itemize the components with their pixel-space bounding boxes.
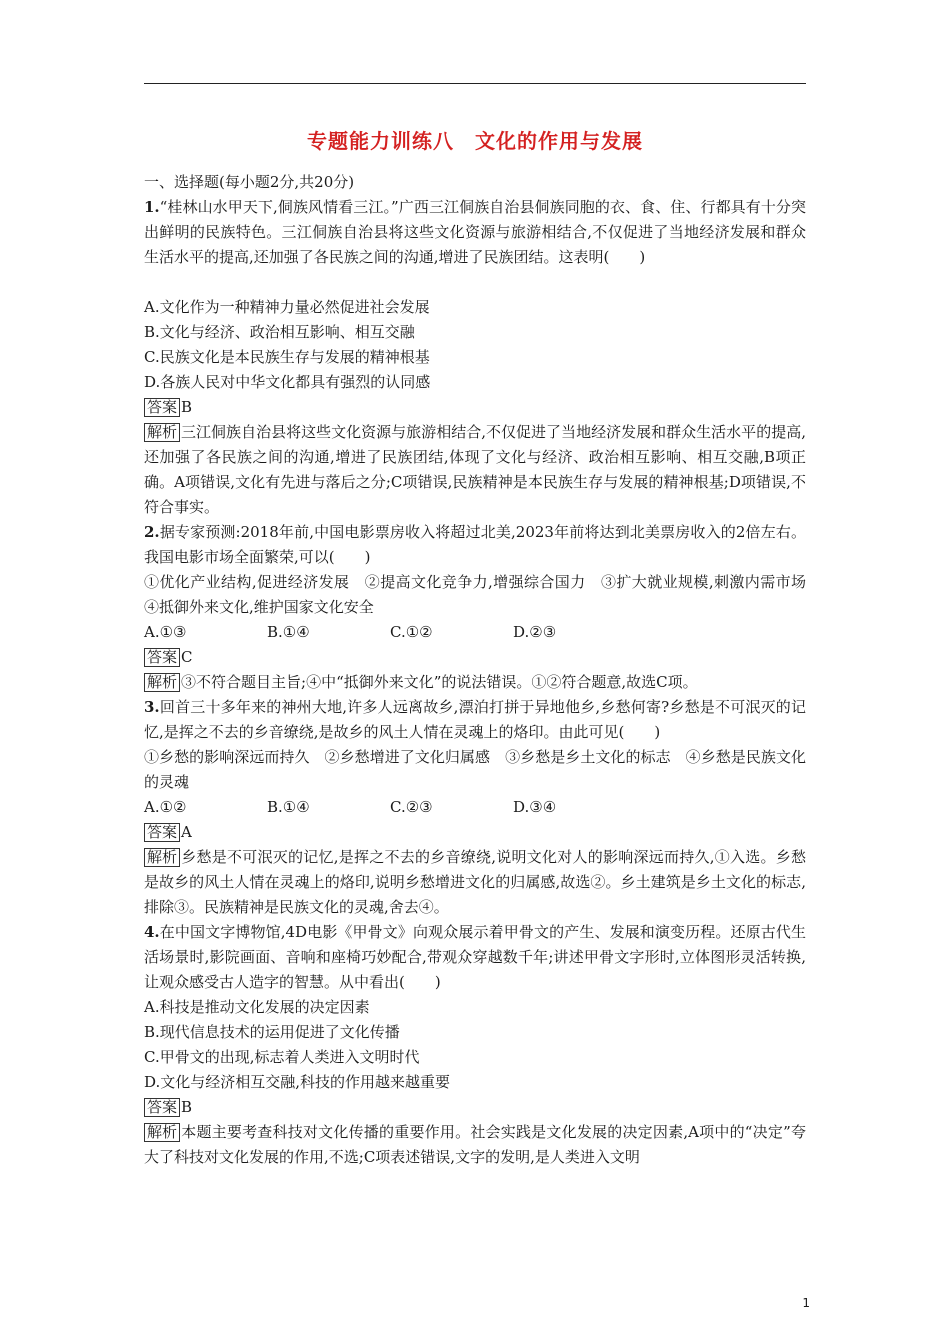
option: D.②③ bbox=[513, 623, 557, 641]
page-title: 专题能力训练八 文化的作用与发展 bbox=[307, 129, 643, 153]
analysis-text: 本题主要考查科技对文化传播的重要作用。社会实践是文化发展的决定因素,A项中的“决定”夸大了科技对文化发展的作用,不选;C项表述错误,文字的发明,是人类进入文明 bbox=[144, 1123, 806, 1166]
question-1: 1.“桂林山水甲天下,侗族风情看三江。”广西三江侗族自治县侗族同胞的衣、食、住、行都具有十分突出鲜明的民族特色。三江侗族自治县将这些文化资源与旅游相结合,不仅促进了当地经济发展和群众生活水平的提高,还加强了各民族之间的沟通,增进了民族团结。这表明( ) bbox=[144, 198, 806, 266]
option: A.①③ bbox=[144, 623, 187, 641]
option: A.科技是推动文化发展的决定因素 bbox=[144, 998, 370, 1016]
header-rule bbox=[144, 83, 806, 84]
analysis-line bbox=[144, 670, 806, 695]
question-2: 2.据专家预测:2018年前,中国电影票房收入将超过北美,2023年前将达到北美票房收入的2倍左右。我国电影市场全面繁荣,可以( ) bbox=[144, 523, 806, 566]
question-items: ①乡愁的影响深远而持久 ②乡愁增进了文化归属感 ③乡愁是乡土文化的标志 ④乡愁是民族文化的灵魂 bbox=[144, 748, 806, 791]
options-row bbox=[144, 620, 806, 645]
option: D.文化与经济相互交融,科技的作用越来越重要 bbox=[144, 1073, 451, 1091]
question-items: ①优化产业结构,促进经济发展 ②提高文化竞争力,增强综合国力 ③扩大就业规模,刺激内需市场 ④抵御外来文化,维护国家文化安全 bbox=[144, 573, 822, 616]
question-stem: 据专家预测:2018年前,中国电影票房收入将超过北美,2023年前将达到北美票房收入的2倍左右。我国电影市场全面繁荣,可以( ) bbox=[144, 523, 806, 566]
option: C.②③ bbox=[390, 798, 433, 816]
page-number: 1 bbox=[802, 1296, 810, 1310]
option: B.①④ bbox=[267, 623, 310, 641]
option: C.甲骨文的出现,标志着人类进入文明时代 bbox=[144, 1048, 420, 1066]
question-stem: 回首三十多年来的神州大地,许多人远离故乡,漂泊打拼于异地他乡,乡愁何寄?乡愁是不可泯灭的记忆,是挥之不去的乡音缭绕,是故乡的风土人情在灵魂上的烙印。由此可见( ) bbox=[144, 698, 806, 741]
option: C.民族文化是本民族生存与发展的精神根基 bbox=[144, 348, 430, 366]
analysis-tag: 解析 bbox=[144, 848, 180, 867]
answer-value: C bbox=[181, 648, 193, 666]
answer-line bbox=[144, 1095, 806, 1120]
question-stem: 在中国文字博物馆,4D电影《甲骨文》向观众展示着甲骨文的产生、发展和演变历程。还原古代生活场景时,影院画面、音响和座椅巧妙配合,带观众穿越数千年;讲述甲骨文字形时,立体图形灵活转换,让观众感受古人造字的智慧。从中看出( ) bbox=[144, 923, 806, 991]
option: B.①④ bbox=[267, 798, 310, 816]
option: A.①② bbox=[144, 798, 187, 816]
option: B.文化与经济、政治相互影响、相互交融 bbox=[144, 323, 415, 341]
option: D.各族人民对中华文化都具有强烈的认同感 bbox=[144, 373, 431, 391]
answer-tag: 答案 bbox=[144, 648, 180, 667]
analysis-tag: 解析 bbox=[144, 423, 180, 442]
answer-tag: 答案 bbox=[144, 398, 180, 417]
analysis-tag: 解析 bbox=[144, 1123, 180, 1142]
option: D.③④ bbox=[513, 798, 557, 816]
answer-tag: 答案 bbox=[144, 1098, 180, 1117]
analysis-text: 三江侗族自治县将这些文化资源与旅游相结合,不仅促进了当地经济发展和群众生活水平的提高,还加强了各民族之间的沟通,增进了民族团结,体现了文化与经济、政治相互影响、相互交融,B项正确。A项错误,文化有先进与落后之分;C项错误,民族精神是本民族生存与发展的精神根基;D项错误,不符合事实。 bbox=[144, 423, 806, 516]
section-heading: 一、选择题(每小题2分,共20分) bbox=[144, 173, 355, 191]
answer-value: A bbox=[181, 823, 192, 841]
analysis-line bbox=[144, 845, 806, 920]
answer-tag: 答案 bbox=[144, 823, 180, 842]
question-4: 4.在中国文字博物馆,4D电影《甲骨文》向观众展示着甲骨文的产生、发展和演变历程。还原古代生活场景时,影院画面、音响和座椅巧妙配合,带观众穿越数千年;讲述甲骨文字形时,立体图形灵活转换,让观众感受古人造字的智慧。从中看出( ) bbox=[144, 923, 806, 991]
option: A.文化作为一种精神力量必然促进社会发展 bbox=[144, 298, 430, 316]
analysis-line bbox=[144, 1120, 806, 1170]
answer-line bbox=[144, 645, 806, 670]
question-3: 3.回首三十多年来的神州大地,许多人远离故乡,漂泊打拼于异地他乡,乡愁何寄?乡愁是不可泯灭的记忆,是挥之不去的乡音缭绕,是故乡的风土人情在灵魂上的烙印。由此可见( ) bbox=[144, 698, 806, 741]
options-row bbox=[144, 795, 806, 820]
document-body bbox=[144, 170, 822, 1170]
answer-value: B bbox=[181, 398, 193, 416]
answer-line bbox=[144, 820, 806, 845]
answer-value: B bbox=[181, 1098, 193, 1116]
question-stem: “桂林山水甲天下,侗族风情看三江。”广西三江侗族自治县侗族同胞的衣、食、住、行都具有十分突出鲜明的民族特色。三江侗族自治县将这些文化资源与旅游相结合,不仅促进了当地经济发展和群众生活水平的提高,还加强了各民族之间的沟通,增进了民族团结。这表明( ) bbox=[144, 198, 806, 266]
answer-line bbox=[144, 395, 806, 420]
analysis-text: 乡愁是不可泯灭的记忆,是挥之不去的乡音缭绕,说明文化对人的影响深远而持久,①入选。乡愁是故乡的风土人情在灵魂上的烙印,说明乡愁增进文化的归属感,故选②。乡土建筑是乡土文化的标志,排除③。民族精神是民族文化的灵魂,舍去④。 bbox=[144, 848, 806, 916]
option: B.现代信息技术的运用促进了文化传播 bbox=[144, 1023, 400, 1041]
spacer bbox=[144, 270, 806, 295]
analysis-text: ③不符合题目主旨;④中“抵御外来文化”的说法错误。①②符合题意,故选C项。 bbox=[181, 673, 698, 691]
option: C.①② bbox=[390, 623, 433, 641]
analysis-tag: 解析 bbox=[144, 673, 180, 692]
analysis-line bbox=[144, 420, 806, 520]
